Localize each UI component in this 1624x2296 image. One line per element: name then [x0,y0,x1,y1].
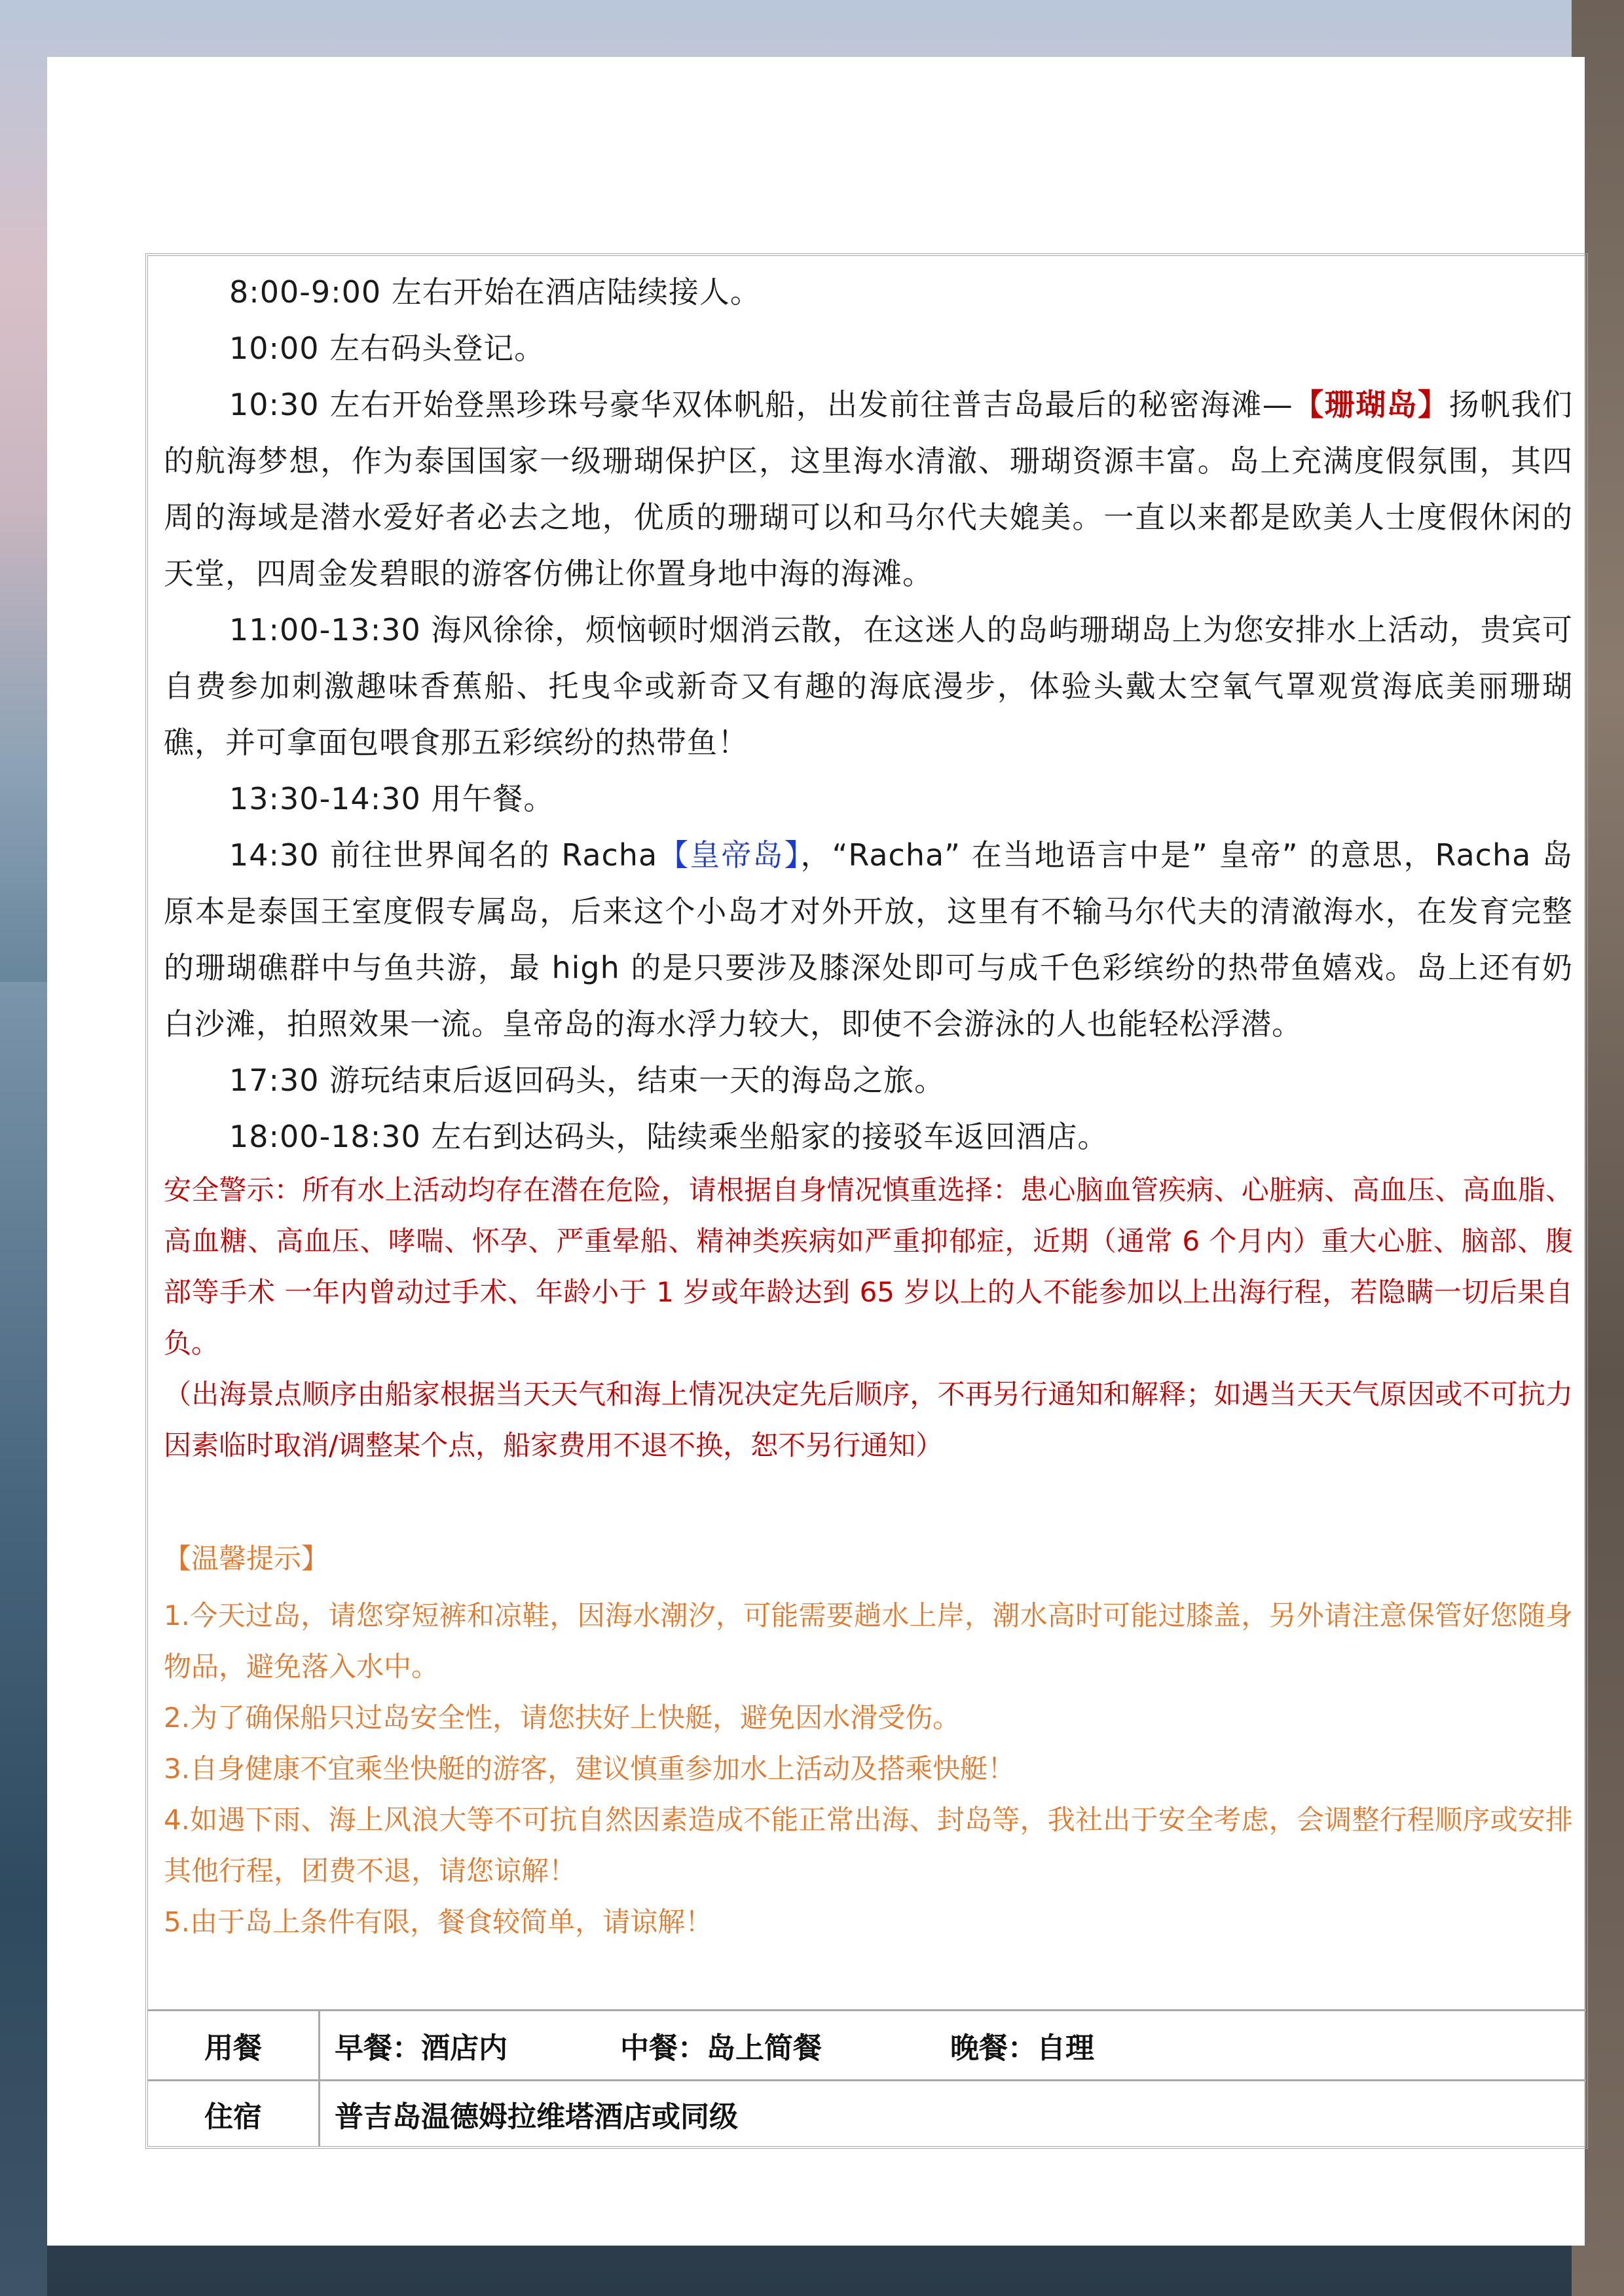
racha-text-pre: 14:30 前往世界闻名的 Racha [229,837,658,873]
meal-values [320,2011,1585,2079]
itinerary-racha-island [164,827,1573,1052]
coral-island-text-post: 扬帆我们的航海梦想，作为泰国国家一级珊瑚保护区，这里海水清澈、珊瑚资源丰富。岛上充满度假氛围，其四周的海域是潜水爱好者必去之地，优质的珊瑚可以和马尔代夫媲美。一直以来都是欧美人士度假休闲的天堂，四周金发碧眼的游客仿佛让你置身地中海的海滩。 [164,387,1574,591]
tip-item: 4.如遇下雨、海上风浪大等不可抗自然因素造成不能正常出海、封岛等，我社出于安全考虑，会调整行程顺序或安排其他行程，团费不退，请您谅解！ [164,1804,1573,1887]
itinerary-lunch: 13:30-14:30 用午餐。 [229,781,555,816]
lodging-label: 住宿 [148,2081,320,2147]
table-row-meals [148,2011,1585,2081]
tip-item: 2.为了确保船只过岛安全性，请您扶好上快艇，避免因水滑受伤。 [164,1702,961,1734]
lodging-value: 普吉岛温德姆拉维塔酒店或同级 [335,2100,738,2134]
tips-title: 【温馨提示】 [164,1542,329,1575]
order-note: （出海景点顺序由船家根据当天天气和海上情况决定先后顺序，不再另行通知和解释；如遇当天天气原因或不可抗力因素临时取消/调整某个点，船家费用不退不换，恕不另行通知） [164,1378,1573,1461]
table-row-lodging [148,2081,1585,2147]
tip-item: 5.由于岛上条件有限，餐食较简单，请谅解！ [164,1906,713,1938]
itinerary-return-hotel: 18:00-18:30 左右到达码头，陆续乘坐船家的接驳车返回酒店。 [229,1119,1109,1154]
itinerary-content [164,264,1573,1948]
meal-label: 用餐 [148,2011,320,2079]
itinerary-line-pickup: 8:00-9:00 左右开始在酒店陆续接人。 [229,274,761,310]
document-page [47,57,1585,2246]
breakfast: 早餐：酒店内 [335,2032,507,2065]
dinner: 晚餐：自理 [950,2032,1094,2065]
itinerary-water-activities: 11:00-13:30 海风徐徐，烦恼顿时烟消云散，在这迷人的岛屿珊瑚岛上为您安排水上活动，贵宾可自费参加刺激趣味香蕉船、托曳伞或新奇又有趣的海底漫步，体验头戴太空氧气罩观赏海底美丽珊瑚礁，并可拿面包喂食那五彩缤纷的热带鱼！ [164,612,1573,760]
info-table [148,2009,1585,2147]
tip-item: 1.今天过岛，请您穿短裤和凉鞋，因海水潮汐，可能需要趟水上岸，潮水高时可能过膝盖，另外请注意保管好您随身物品，避免落入水中。 [164,1599,1573,1683]
coral-island-highlight: 【珊瑚岛】 [1293,387,1449,422]
coral-island-text-pre: 10:30 左右开始登黑珍珠号豪华双体帆船，出发前往普吉岛最后的秘密海滩— [229,387,1293,422]
itinerary-coral-island [164,376,1573,602]
itinerary-return-pier: 17:30 游玩结束后返回码头，结束一天的海岛之旅。 [229,1063,946,1098]
tip-item: 3.自身健康不宜乘坐快艇的游客，建议慎重参加水上活动及搭乘快艇！ [164,1753,1016,1785]
racha-highlight: 【皇帝岛】 [657,837,801,873]
racha-text-post: ，“Racha” 在当地语言中是” 皇帝” 的意思，Racha 岛原本是泰国王室度假专属岛，后来这个小岛才对外开放，这里有不输马尔代夫的清澈海水，在发育完整的珊瑚礁群中与鱼共游，最 high 的是只要涉及膝深处即可与成千色彩缤纷的热带鱼嬉戏。岛上还有奶白沙滩，拍照效果一流。皇帝岛的海水浮力较大，即使不会游泳的人也能轻松浮潜。 [164,837,1573,1042]
background-photo-left [0,982,47,2296]
lunch: 中餐：岛上简餐 [620,2032,822,2065]
safety-warning: 安全警示：所有水上活动均存在潜在危险，请根据自身情况慎重选择：患心脑血管疾病、心脏病、高血压、高血脂、高血糖、高血压、哮喘、怀孕、严重晕船、精神类疾病如严重抑郁症，近期（通常 6 个月内）重大心脏、脑部、腹部等手术 一年内曾动过手术、年龄小于 1 岁或年龄达到 65 岁以上的人不能参加以上出海行程，若隐瞒一切后果自负。 [164,1174,1573,1359]
itinerary-frame [145,253,1588,2149]
itinerary-line-checkin: 10:00 左右码头登记。 [229,331,545,366]
